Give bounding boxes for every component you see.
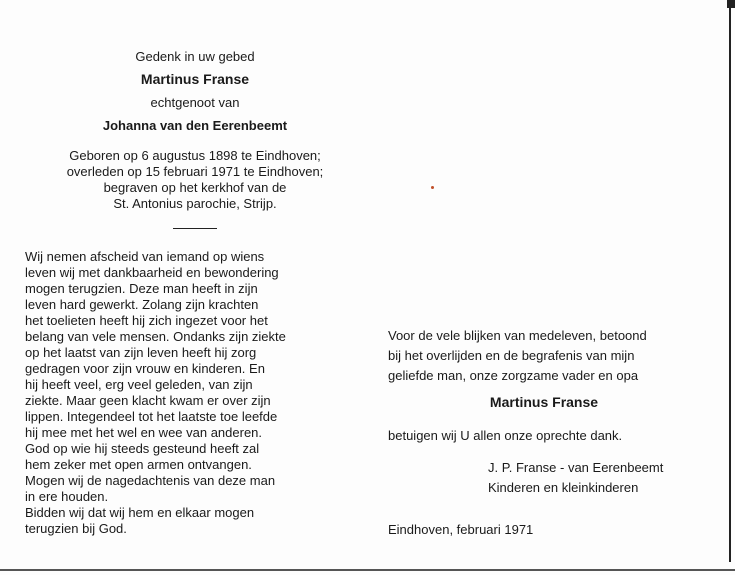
eulogy-line: mogen terugzien. Deze man heeft in zijn (25, 281, 258, 296)
thanks-line: betuigen wij U allen onze oprechte dank. (388, 428, 623, 443)
eulogy-line: hij heeft veel, erg veel geleden, van zijn (25, 377, 253, 392)
thanks-name: Martinus Franse (489, 394, 599, 410)
card-corner (727, 0, 735, 8)
paper-speck (431, 186, 434, 189)
eulogy-line: hij mee met het wel en wee van anderen. (25, 425, 263, 440)
card-edge-bottom (0, 569, 735, 571)
eulogy-line: ziekte. Maar geen klacht kwam er over zijn (25, 393, 271, 408)
thanks-intro-line: bij het overlijden en de begrafenis van mijn (388, 348, 635, 363)
eulogy-line: terugzien bij God. (25, 521, 127, 536)
eulogy-text (25, 249, 365, 537)
eulogy-line: Mogen wij de nagedachtenis van deze man (25, 473, 276, 488)
eulogy-line: lippen. Integendeel tot het laatste toe leefde (25, 409, 278, 424)
thanks-intro (388, 326, 700, 386)
eulogy-line: leven hard gewerkt. Zolang zijn krachten (25, 297, 259, 312)
deceased-name: Martinus Franse (140, 71, 250, 87)
eulogy-line: het toelieten heeft hij zich ingezet voor het (25, 313, 268, 328)
right-panel (388, 326, 700, 540)
eulogy-line: op het laatst van zijn leven heeft hij zorg (25, 345, 257, 360)
place-date: Eindhoven, februari 1971 (388, 522, 534, 537)
signature-line: Kinderen en kleinkinderen (488, 480, 639, 495)
thanks-intro-line: geliefde man, onze zorgzame vader en opa (388, 368, 639, 383)
eulogy-line: God op wie hij steeds gesteund heeft zal (25, 441, 260, 456)
signature-line: J. P. Franse - van Eerenbeemt (488, 460, 664, 475)
bio-line: begraven op het kerkhof van de (103, 180, 287, 195)
bio-line: St. Antonius parochie, Strijp. (113, 196, 277, 211)
signature-block (488, 458, 700, 498)
eulogy-line: Wij nemen afscheid van iemand op wiens (25, 249, 265, 264)
bio-line: Geboren op 6 augustus 1898 te Eindhoven; (69, 148, 321, 163)
eulogy-line: Bidden wij dat wij hem en elkaar mogen (25, 505, 255, 520)
spouse-name: Johanna van den Eerenbeemt (102, 118, 288, 133)
bio-line: overleden op 15 februari 1971 te Eindhoven; (66, 164, 324, 179)
thanks-intro-line: Voor de vele blijken van medeleven, betoond (388, 328, 647, 343)
eulogy-line: belang van vele mensen. Ondanks zijn ziekte (25, 329, 286, 344)
eulogy-line: hem zeker met open armen ontvangen. (25, 457, 252, 472)
eulogy-line: gedragen voor zijn vrouw en kinderen. En (25, 361, 265, 376)
card-edge-right (729, 2, 731, 562)
eulogy-line: in ere houden. (25, 489, 109, 504)
left-panel (25, 48, 365, 537)
eulogy-line: leven wij met dankbaarheid en bewondering (25, 265, 279, 280)
relation-line: echtgenoot van (150, 95, 240, 110)
bio-block (25, 148, 365, 212)
intro-line: Gedenk in uw gebed (135, 49, 255, 64)
divider (173, 228, 217, 229)
